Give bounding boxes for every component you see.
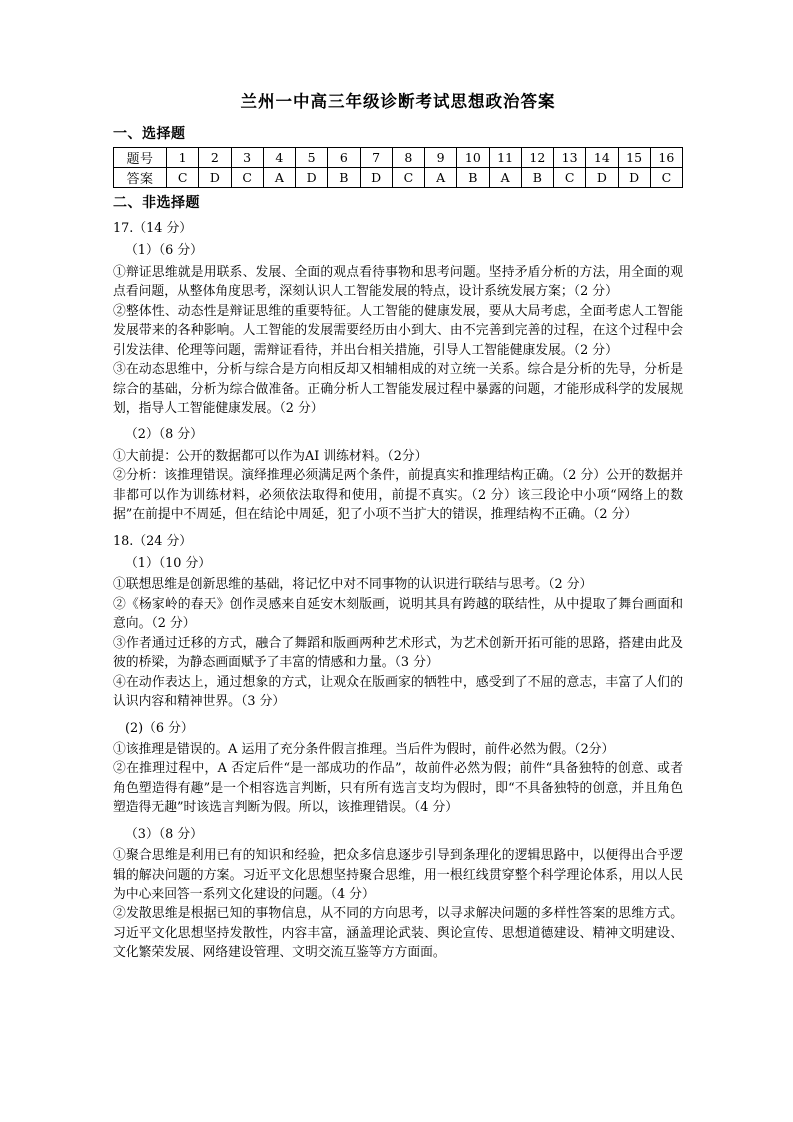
question-number-cell: 10 xyxy=(457,148,489,168)
answer-cell: B xyxy=(521,168,553,188)
question-number-cell: 4 xyxy=(263,148,295,168)
question-18-part-2-label: (2)（6 分） xyxy=(125,720,194,736)
answer-cell: D xyxy=(199,168,231,188)
answer-cell: C xyxy=(231,168,263,188)
question-number-cell: 6 xyxy=(328,148,360,168)
table-row xyxy=(114,168,683,188)
answer-cell: A xyxy=(425,168,457,188)
answer-cell: D xyxy=(360,168,392,188)
answer-cell: D xyxy=(618,168,650,188)
question-18-part-1-label: （1）（10 分） xyxy=(125,556,212,571)
question-17-part-2-point-1: ①大前提：公开的数据都可以作为AI 训练材料。（2分） xyxy=(113,448,428,464)
question-18-part-1-point-2: ②《杨家岭的春天》创作灵感来自延安木刻版画，说明其具有跨越的联结性，从中提取了舞台画面和意向。（2 分） xyxy=(113,596,683,632)
question-18-part-3-point-1: ①聚合思维是利用已有的知识和经验，把众多信息逐步引导到条理化的逻辑思路中，以便得出合乎逻辑的解决问题的方案。习近平文化思想坚持聚合思维，用一根红线贯穿整个科学理论体系，用以人民为中心来回答一系列文化建设的问题。（4 分） xyxy=(113,848,683,902)
answer-cell: B xyxy=(457,168,489,188)
question-number-18: 18.（24 分） xyxy=(113,533,193,549)
question-18-part-2-point-2: ②在推理过程中，A 否定后件“是一部成功的作品”，故前件必然为假；前件“具备独特的创意、或者角色塑造得有趣”是一个相容选言判断，只有所有选言支均为假时，即“不具备独特的创意，并且角色塑造得无趣”时该选言判断为假。所以，该推理错误。（4 分） xyxy=(113,761,683,816)
question-17-part-2-point-2: ②分析：该推理错误。演绎推理必须满足两个条件，前提真实和推理结构正确。（2 分）公开的数据并非都可以作为训练材料，必须依法取得和使用，前提不真实。（2 分）该三段论中小项“网络上的数据”在前提中不周延，但在结论中周延，犯了小项不当扩大的错误，推理结构不正确。（2 分） xyxy=(113,468,683,523)
question-18-part-1-point-1: ①联想思维是创新思维的基础，将记忆中对不同事物的认识进行联结与思考。（2 分） xyxy=(113,577,593,593)
answer-cell: A xyxy=(489,168,521,188)
question-17-part-2-label: （2）（8 分） xyxy=(125,427,203,443)
answer-cell: D xyxy=(586,168,618,188)
answer-cell: C xyxy=(167,168,199,188)
question-17-part-1-point-3: ③在动态思维中，分析与综合是方向相反却又相辅相成的对立统一关系。综合是分析的先导，分析是综合的基础，分析为综合做准备。正确分析人工智能发展过程中暴露的问题，才能形成科学的发展规划，指导人工智能健康发展。（2 分） xyxy=(113,362,683,416)
question-number-cell: 5 xyxy=(296,148,328,168)
section-heading-free-response: 二、非选择题 xyxy=(113,195,200,211)
table-row xyxy=(114,148,683,168)
question-number-cell: 9 xyxy=(425,148,457,168)
question-17-part-1-point-2: ②整体性、动态性是辩证思维的重要特征。人工智能的健康发展，要从大局考虑，全面考虑人工智能发展带来的各种影响。人工智能的发展需要经历由小到大、由不完善到完善的过程，在这个过程中会引发法律、伦理等问题，需辩证看待，并出台相关措施，引导人工智能健康发展。（2 分） xyxy=(113,303,683,358)
question-number-17: 17.（14 分） xyxy=(113,221,193,236)
question-number-cell: 13 xyxy=(554,148,586,168)
question-number-cell: 7 xyxy=(360,148,392,168)
row-label-answer: 答案 xyxy=(114,168,167,188)
answer-key-table xyxy=(113,147,683,188)
question-18-part-1-point-3: ③作者通过迁移的方式，融合了舞蹈和版画两种艺术形式，为艺术创新开拓可能的思路，搭建由此及彼的桥梁，为静态画面赋予了丰富的情感和力量。（3 分） xyxy=(113,635,683,671)
question-number-cell: 14 xyxy=(586,148,618,168)
row-label-question-number: 题号 xyxy=(114,148,167,168)
answer-cell: C xyxy=(392,168,424,188)
document-content xyxy=(113,88,683,963)
question-number-cell: 1 xyxy=(167,148,199,168)
question-number-cell: 8 xyxy=(392,148,424,168)
answer-cell: C xyxy=(554,168,586,188)
question-number-cell: 11 xyxy=(489,148,521,168)
question-18-part-1-point-4: ④在动作表达上，通过想象的方式，让观众在版画家的牺牲中，感受到了不屈的意志，丰富了人们的认识内容和精神世界。（3 分） xyxy=(113,674,683,710)
section-heading-multiple-choice: 一、选择题 xyxy=(113,126,186,142)
question-number-cell: 16 xyxy=(650,148,682,168)
page-title: 兰州一中高三年级诊断考试思想政治答案 xyxy=(240,92,556,111)
question-number-cell: 15 xyxy=(618,148,650,168)
question-number-cell: 12 xyxy=(521,148,553,168)
answer-cell: C xyxy=(650,168,682,188)
question-18-part-3-point-2: ②发散思维是根据已知的事物信息，从不同的方向思考，以寻求解决问题的多样性答案的思维方式。习近平文化思想坚持发散性，内容丰富，涵盖理论武装、舆论宣传、思想道德建设、精神文明建设、文化繁荣发展、网络建设管理、文明交流互鉴等方方面面。 xyxy=(113,906,683,961)
question-17-part-1-point-1: ①辩证思维就是用联系、发展、全面的观点看待事物和思考问题。坚持矛盾分析的方法，用全面的观点看问题，从整体角度思考，深刻认识人工智能发展的特点，设计系统发展方案；（2 分） xyxy=(113,264,683,300)
question-18-part-2-point-1: ①该推理是错误的。A 运用了充分条件假言推理。当后件为假时，前件必然为假。（2分） xyxy=(113,741,615,757)
question-18-part-3-label: （3）（8 分） xyxy=(125,826,203,842)
answer-cell: D xyxy=(296,168,328,188)
answer-cell: B xyxy=(328,168,360,188)
question-number-cell: 3 xyxy=(231,148,263,168)
question-17-part-1-label: （1）（6 分） xyxy=(125,243,203,259)
answer-cell: A xyxy=(263,168,295,188)
question-number-cell: 2 xyxy=(199,148,231,168)
